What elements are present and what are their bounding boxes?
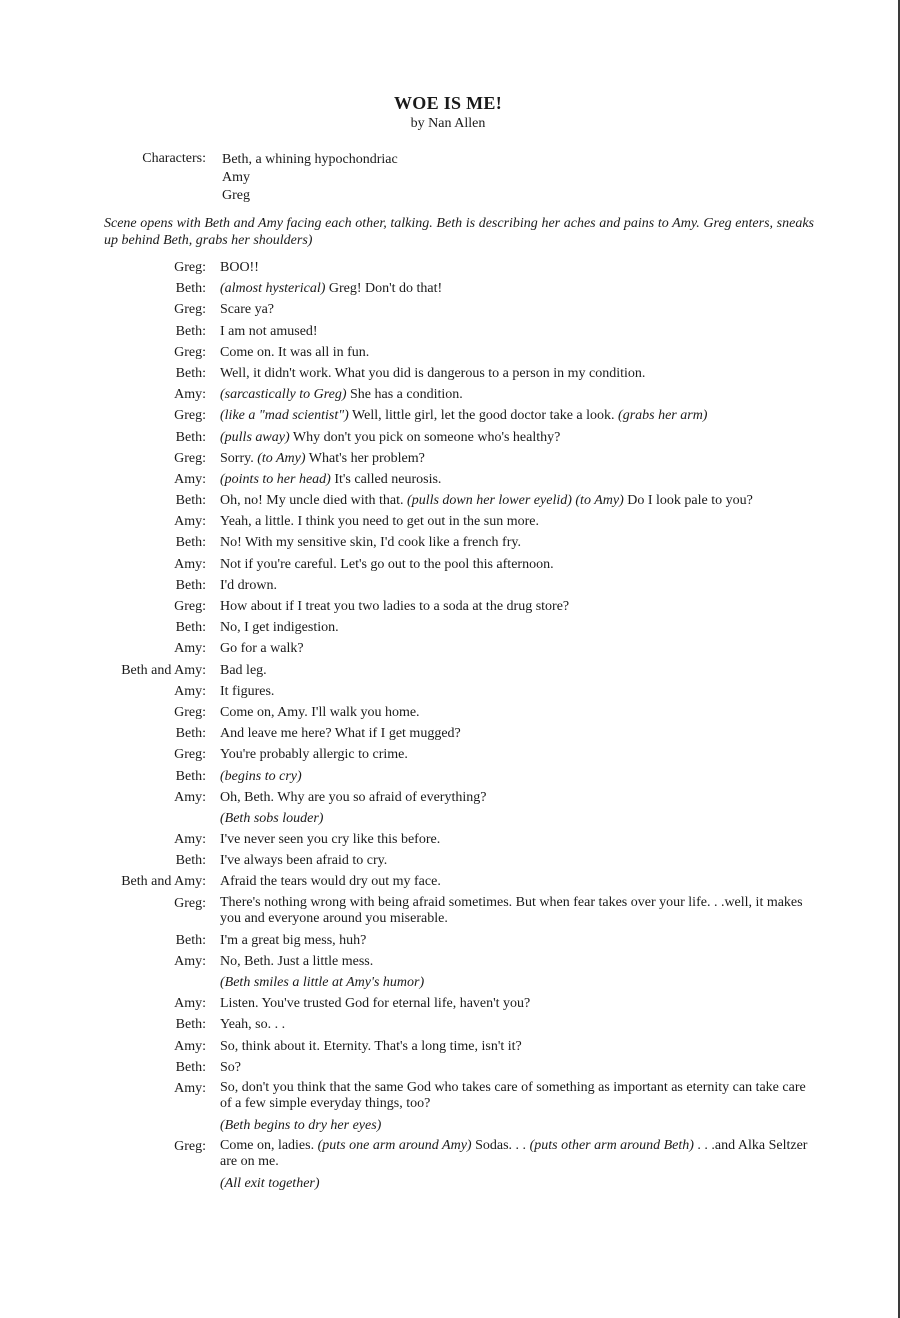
line-text [220, 407, 810, 428]
spoken-text: . . .and Alka Seltzer are on me. [220, 1138, 808, 1170]
line-text [220, 386, 810, 407]
stage-direction: (Beth begins to dry her eyes) [220, 1117, 382, 1133]
line-text [220, 953, 810, 974]
spoken-text: And leave me here? What if I get mugged? [220, 726, 461, 742]
spoken-text: What's her problem? [305, 450, 425, 466]
spoken-text: Come on, ladies. [220, 1138, 318, 1154]
spoken-text: I'm a great big mess, huh? [220, 932, 367, 948]
speaker-name: Amy: [174, 641, 206, 657]
line-text [220, 1175, 810, 1196]
line-text [220, 365, 810, 386]
author-byline: by Nan Allen [410, 116, 486, 131]
speaker-name: Amy: [174, 1038, 206, 1054]
spoken-text: So, think about it. Eternity. That's a long time, isn't it? [220, 1038, 522, 1054]
line-text [220, 301, 810, 322]
stage-direction: (puts other arm around Beth) [529, 1138, 694, 1154]
line-text [220, 1038, 810, 1059]
stage-direction: (points to her head) [220, 471, 331, 487]
line-text [220, 492, 810, 513]
dialogue-line [0, 746, 896, 767]
line-text [220, 852, 810, 873]
dialogue-line [0, 1175, 896, 1196]
dialogue-line [0, 513, 896, 534]
dialogue-line [0, 995, 896, 1016]
spoken-text: Sorry. [220, 450, 258, 466]
line-text [220, 471, 810, 492]
stage-direction: (grabs her arm) [618, 408, 708, 424]
line-text [220, 1080, 810, 1117]
spoken-text: She has a condition. [346, 387, 463, 403]
opening-stage-direction: Scene opens with Beth and Amy facing each other, talking. Beth is describing her aches and pains to Amy. Greg enters, sneaks up behind Beth, grabs her shoulders) [104, 216, 814, 248]
line-text [220, 259, 810, 280]
spoken-text: Well, little girl, let the good doctor take a look. [348, 408, 619, 424]
line-text [220, 513, 810, 534]
dialogue-line [0, 789, 896, 810]
speaker-name: Greg: [174, 599, 206, 614]
dialogue-line [0, 450, 896, 471]
speaker-name: Beth: [175, 535, 206, 551]
spoken-text: No, I get indigestion. [220, 620, 339, 636]
characters-label: Characters: [142, 151, 206, 166]
speaker-name: Amy: [174, 387, 206, 403]
dialogue-line [0, 365, 896, 386]
dialogue-line [0, 301, 896, 322]
stage-direction: (sarcastically to Greg) [220, 387, 347, 403]
speaker-name: Amy: [174, 683, 206, 699]
spoken-text: I am not amused! [220, 323, 318, 339]
speaker-name: Greg: [174, 260, 206, 275]
spoken-text: Come on, Amy. I'll walk you home. [220, 704, 420, 720]
dialogue-line [0, 873, 896, 894]
speaker-name: Beth: [175, 932, 206, 948]
speaker-name: Beth and Amy: [121, 662, 206, 678]
speaker-name: Beth: [175, 429, 206, 445]
stage-direction: (pulls down her lower eyelid) (to Amy) [407, 493, 624, 509]
stage-direction: (puts one arm around Amy) [317, 1138, 472, 1154]
line-text [220, 640, 810, 661]
dialogue-line [0, 1080, 896, 1117]
dialogue [0, 259, 896, 1196]
dialogue-line [0, 386, 896, 407]
speaker-name: Beth and Amy: [121, 874, 206, 890]
stage-direction: (Beth smiles a little at Amy's humor) [220, 975, 425, 990]
line-text [220, 831, 810, 852]
dialogue-line [0, 662, 896, 683]
character-greg: Greg [222, 188, 250, 203]
dialogue-line [0, 280, 896, 301]
line-text [220, 873, 810, 894]
characters-list [222, 151, 398, 205]
dialogue-line [0, 810, 896, 831]
spoken-text: Greg! Don't do that! [325, 281, 443, 297]
speaker-name: Beth: [175, 620, 206, 636]
speaker-name: Beth: [175, 281, 206, 297]
dialogue-line [0, 683, 896, 704]
spoken-text: Well, it didn't work. What you did is dangerous to a person in my condition. [220, 365, 646, 381]
speaker-name: Amy: [174, 556, 206, 572]
line-text [220, 1138, 810, 1175]
speaker-name: Greg: [174, 302, 206, 318]
stage-direction: (pulls away) [220, 429, 290, 445]
spoken-text: Oh, no! My uncle died with that. [220, 493, 408, 509]
speaker-name: Beth: [175, 1017, 206, 1033]
line-text [220, 429, 810, 450]
dialogue-line [0, 953, 896, 974]
line-text [220, 704, 810, 725]
dialogue-line [0, 725, 896, 746]
line-text [220, 974, 810, 995]
line-text [220, 683, 810, 704]
spoken-text: There's nothing wrong with being afraid sometimes. But when fear takes over your life. . .well, it makes you and everyone around you miserable. [220, 894, 803, 926]
line-text [220, 280, 810, 301]
line-text [220, 577, 810, 598]
dialogue-line [0, 1059, 896, 1080]
speaker-name: Beth: [175, 853, 206, 869]
dialogue-line [0, 492, 896, 513]
stage-direction: (like a "mad scientist") [220, 408, 349, 424]
line-text [220, 725, 810, 746]
line-text [220, 789, 810, 810]
line-text [220, 450, 810, 471]
speaker-name: Amy: [174, 996, 206, 1012]
character-beth: Beth, a whining hypochondriac [222, 152, 398, 167]
speaker-name: Amy: [174, 953, 206, 969]
spoken-text: Scare ya? [220, 302, 275, 318]
speaker-name: Amy: [174, 1080, 206, 1096]
speaker-name: Greg: [174, 747, 206, 763]
speaker-name: Greg: [174, 895, 206, 911]
spoken-text: BOO!! [220, 260, 259, 275]
speaker-name: Greg: [174, 704, 206, 720]
dialogue-line [0, 259, 896, 280]
line-text [220, 995, 810, 1016]
spoken-text: Go for a walk? [220, 641, 304, 657]
spoken-text: Sodas. . . [471, 1138, 530, 1154]
speaker-name: Beth: [175, 768, 206, 784]
dialogue-line [0, 598, 896, 619]
speaker-name: Amy: [174, 832, 206, 848]
spoken-text: I've never seen you cry like this before. [220, 832, 441, 848]
speaker-name: Beth: [175, 726, 206, 742]
spoken-text: It figures. [220, 683, 275, 699]
dialogue-line [0, 1117, 896, 1138]
speaker-name: Greg: [174, 408, 206, 424]
speaker-name: Beth: [175, 323, 206, 339]
spoken-text: So, don't you think that the same God who takes care of something as important as eternity can take care of a few simple everyday things, too? [220, 1079, 806, 1111]
play-title: WOE IS ME! [393, 93, 502, 113]
dialogue-line [0, 640, 896, 661]
spoken-text: Do I look pale to you? [623, 493, 753, 509]
speaker-name: Beth: [175, 1059, 206, 1075]
dialogue-line [0, 932, 896, 953]
spoken-text: Afraid the tears would dry out my face. [220, 874, 441, 890]
dialogue-line [0, 323, 896, 344]
dialogue-line [0, 831, 896, 852]
dialogue-line [0, 1038, 896, 1059]
line-text [220, 1016, 810, 1037]
spoken-text: Yeah, a little. I think you need to get out in the sun more. [220, 514, 539, 530]
dialogue-line [0, 1016, 896, 1037]
speaker-name: Greg: [174, 1139, 206, 1155]
line-text [220, 556, 810, 577]
speaker-name: Beth: [175, 365, 206, 381]
stage-direction: (All exit together) [220, 1176, 320, 1192]
dialogue-line [0, 895, 896, 932]
speaker-name: Beth: [175, 577, 206, 593]
speaker-name: Greg: [174, 450, 206, 466]
stage-direction: (almost hysterical) [220, 281, 326, 297]
line-text [220, 1059, 810, 1080]
spoken-text: I've always been afraid to cry. [220, 853, 388, 869]
spoken-text: So? [220, 1059, 241, 1075]
spoken-text: Come on. It was all in fun. [220, 344, 370, 360]
line-text [220, 746, 810, 767]
spoken-text: Not if you're careful. Let's go out to the pool this afternoon. [220, 556, 554, 572]
stage-direction: (begins to cry) [220, 768, 302, 784]
dialogue-line [0, 577, 896, 598]
spoken-text: Why don't you pick on someone who's healthy? [289, 429, 561, 445]
line-text [220, 1117, 810, 1138]
stage-direction: (Beth sobs louder) [220, 810, 324, 826]
dialogue-line [0, 534, 896, 555]
line-text [220, 619, 810, 640]
line-text [220, 932, 810, 953]
line-text [220, 895, 810, 932]
dialogue-line [0, 429, 896, 450]
spoken-text: Bad leg. [220, 662, 267, 678]
spoken-text: No! With my sensitive skin, I'd cook like a french fry. [220, 535, 521, 551]
dialogue-line [0, 619, 896, 640]
dialogue-line [0, 852, 896, 873]
dialogue-line [0, 407, 896, 428]
line-text [220, 768, 810, 789]
spoken-text: I'd drown. [220, 577, 277, 593]
line-text [220, 810, 810, 831]
character-amy: Amy [222, 170, 250, 185]
spoken-text: You're probably allergic to crime. [220, 747, 408, 763]
speaker-name: Greg: [174, 344, 206, 360]
dialogue-line [0, 344, 896, 365]
speaker-name: Amy: [174, 514, 206, 530]
speaker-name: Amy: [174, 789, 206, 805]
line-text [220, 344, 810, 365]
spoken-text: No, Beth. Just a little mess. [220, 953, 374, 969]
spoken-text: Listen. You've trusted God for eternal life, haven't you? [220, 996, 531, 1012]
speaker-name: Amy: [174, 471, 206, 487]
spoken-text: Oh, Beth. Why are you so afraid of everything? [220, 789, 487, 805]
dialogue-line [0, 704, 896, 725]
line-text [220, 662, 810, 683]
line-text [220, 323, 810, 344]
spoken-text: How about if I treat you two ladies to a soda at the drug store? [220, 599, 570, 614]
line-text [220, 598, 810, 619]
stage-direction: (to Amy) [257, 450, 306, 466]
spoken-text: Yeah, so. . . [220, 1017, 286, 1033]
spoken-text: It's called neurosis. [330, 471, 442, 487]
dialogue-line [0, 471, 896, 492]
dialogue-line [0, 768, 896, 789]
speaker-name: Beth: [175, 493, 206, 509]
dialogue-line [0, 974, 896, 995]
dialogue-line [0, 1138, 896, 1175]
dialogue-line [0, 556, 896, 577]
line-text [220, 534, 810, 555]
